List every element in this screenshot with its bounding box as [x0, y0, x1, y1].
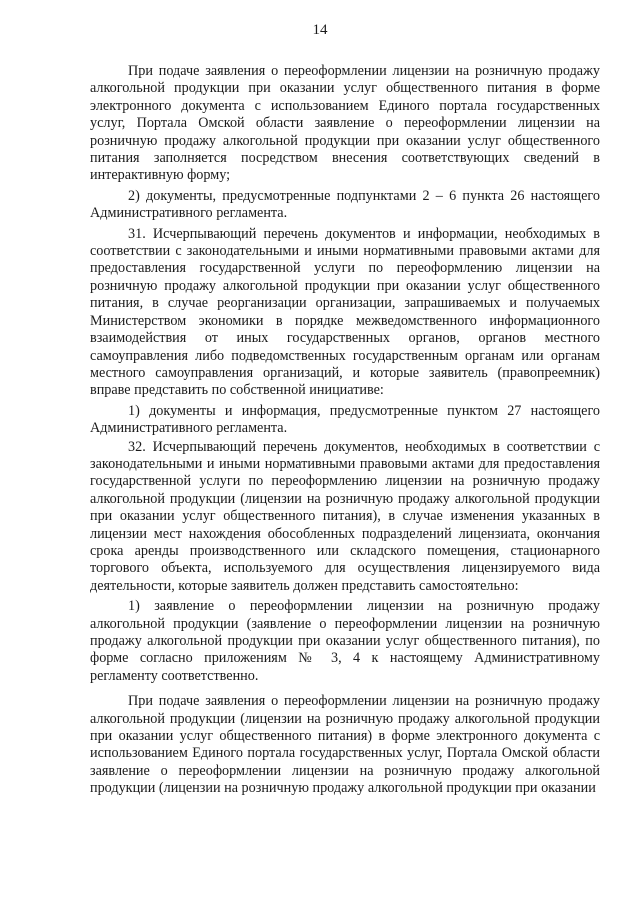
paragraph-clause-32: 32. Исчерпывающий перечень документов, необходимых в соответствии с законодательными и иными нормативными правовыми актами для предоставления государственной услуги по переоформлению лицензии на розничную продажу алкогольной продукции (лицензии на розничную продажу алкогольной продукции при оказании услуг общественного питания), в случае изменения указанных в лицензии мест нахождения обособленных подразделений лицензиата, окончания срока аренды производственного или складского помещения, стационарного торгового объекта, используемого для осуществления лицензируемого вида деятельности, которые заявитель должен представить самостоятельно:	[90, 438, 600, 594]
paragraph-clause-32-item-1: 1) заявление о переоформлении лицензии на розничную продажу алкогольной продукции (заявление о переоформлении лицензии на розничную продажу алкогольной продукции при оказании услуг общественного питания), по форме согласно приложениям № 3, 4 к настоящему Административному регламенту соответственно.	[90, 598, 600, 684]
paragraph-electronic-submission: При подаче заявления о переоформлении лицензии на розничную продажу алкогольной продукции при оказании услуг общественного питания в форме электронного документа с использованием Единого портала государственных услуг, Портала Омской области заявление о переоформлении лицензии на розничную продажу алкогольной продукции при оказании услуг общественного питания заполняется посредством внесения соответствующих сведений в интерактивную форму;	[90, 63, 600, 184]
paragraph-clause-31-item-1: 1) документы и информация, предусмотренные пунктом 27 настоящего Административного регламента.	[90, 402, 600, 437]
document-body	[90, 63, 600, 801]
paragraph-item-2-documents: 2) документы, предусмотренные подпунктами 2 – 6 пункта 26 настоящего Административного регламента.	[90, 187, 600, 222]
paragraph-clause-31: 31. Исчерпывающий перечень документов и информации, необходимых в соответствии с законодательными и иными нормативными правовыми актами для предоставления государственной услуги по переоформлению лицензии на розничную продажу алкогольной продукции при оказании услуг общественного питания, в случае реорганизации организации, запрашиваемых и получаемых Министерством экономики в порядке межведомственного информационного взаимодействия от иных государственных органов, органов местного самоуправления либо подведомственных государственным органам или органам местного самоуправления организаций, и которые заявитель (правопреемник) вправе представить по собственной инициативе:	[90, 225, 600, 399]
page-number: 14	[312, 22, 328, 38]
paragraph-electronic-submission-2: При подаче заявления о переоформлении лицензии на розничную продажу алкогольной продукции (лицензии на розничную продажу алкогольной продукции при оказании услуг общественного питания) в форме электронного документа с использованием Единого портала государственных услуг, Портала Омской области заявление о переоформлении лицензии на розничную продажу алкогольной продукции (лицензии на розничную продажу алкогольной продукции при оказании	[90, 693, 600, 797]
